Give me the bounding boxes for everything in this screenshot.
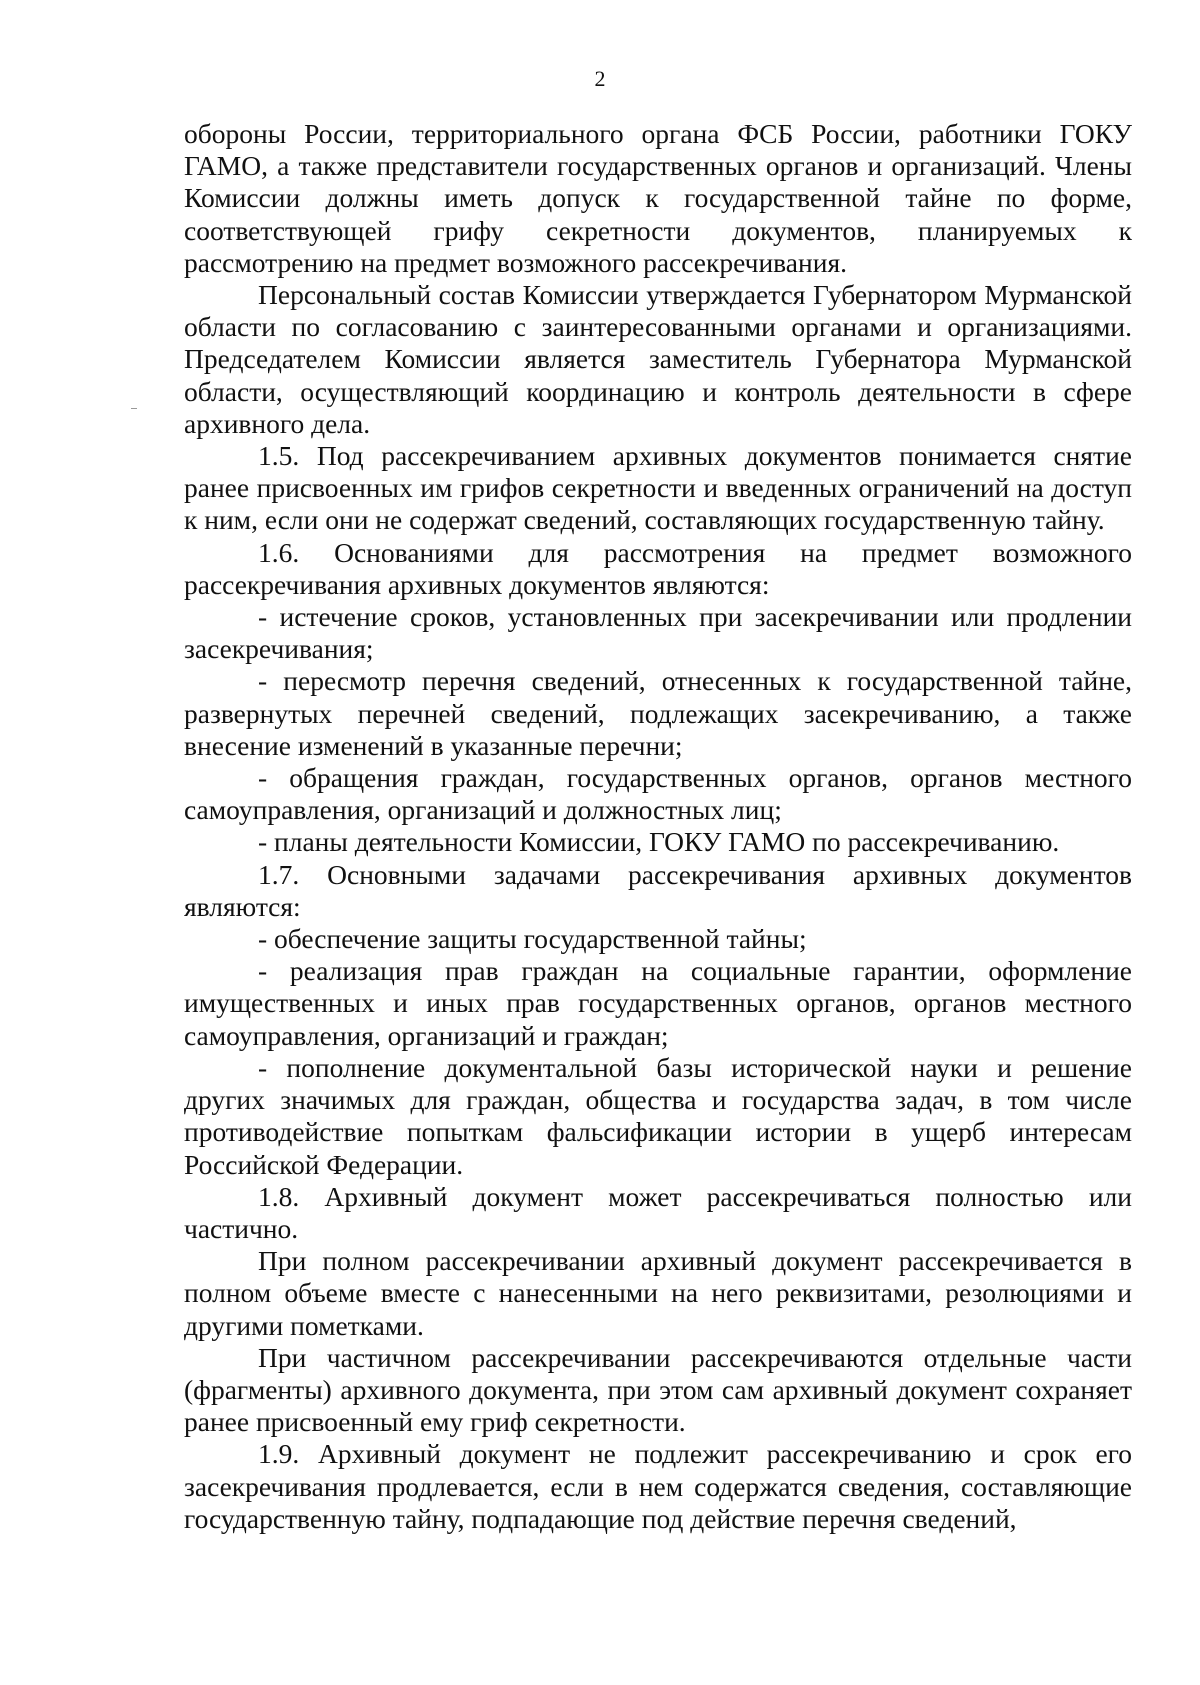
list-item: - истечение сроков, установленных при засекречивании или продлении засекречивания; [184,601,1132,665]
list-item: - пополнение документальной базы исторической науки и решение других значимых для граждан, общества и государства задач, в том числе противодействие попыткам фальсификации истории в ущерб интересам Российской Федерации. [184,1051,1132,1180]
list-item: - обращения граждан, государственных органов, органов местного самоуправления, организаций и должностных лиц; [184,762,1132,826]
page-number: 2 [594,66,606,91]
paragraph-commission-composition: Персональный состав Комиссии утверждается Губернатором Мурманской области по согласованию с заинтересованными органами и организациями. Председателем Комиссии является заместитель Губернатора Мурманской области, осуществляющий координацию и контроль деятельности в сфере архивного дела. [184,279,1132,439]
list-item: - пересмотр перечня сведений, отнесенных к государственной тайне, развернутых перечней сведений, подлежащих засекречиванию, а также внесение изменений в указанные перечни; [184,665,1132,761]
document-body [184,118,1132,1535]
paragraph-full-declassification: При полном рассекречивании архивный документ рассекречивается в полном объеме вместе с нанесенными на него реквизитами, резолюциями и другими пометками. [184,1245,1132,1341]
paragraph-1-8: 1.8. Архивный документ может рассекречиваться полностью или частично. [184,1180,1132,1244]
paragraph-continuation: обороны России, территориального органа ФСБ России, работники ГОКУ ГАМО, а также представители государственных органов и организаций. Члены Комиссии должны иметь допуск к государственной тайне по форме, соответствующей грифу секретности документов, планируемых к рассмотрению на предмет возможного рассекречивания. [184,118,1132,278]
list-item: - реализация прав граждан на социальные гарантии, оформление имущественных и иных прав государственных органов, органов местного самоуправления, организаций и граждан; [184,955,1132,1051]
list-item: - обеспечение защиты государственной тайны; [258,923,807,955]
paragraph-1-6: 1.6. Основаниями для рассмотрения на предмет возможного рассекречивания архивных документов являются: [184,536,1132,600]
paragraph-1-9: 1.9. Архивный документ не подлежит рассекречиванию и срок его засекречивания продлевается, если в нем содержатся сведения, составляющие государственную тайну, подпадающие под действие перечня сведений, [184,1438,1132,1534]
paragraph-1-7: 1.7. Основными задачами рассекречивания архивных документов являются: [184,858,1132,922]
paragraph-1-5: 1.5. Под рассекречиванием архивных документов понимается снятие ранее присвоенных им грифов секретности и введенных ограничений на доступ к ним, если они не содержат сведений, составляющих государственную тайну. [184,440,1132,536]
scan-mark [131,408,137,409]
list-item: - планы деятельности Комиссии, ГОКУ ГАМО по рассекречиванию. [258,826,1060,858]
paragraph-partial-declassification: При частичном рассекречивании рассекречиваются отдельные части (фрагменты) архивного документа, при этом сам архивный документ сохраняет ранее присвоенный ему гриф секретности. [184,1341,1132,1438]
